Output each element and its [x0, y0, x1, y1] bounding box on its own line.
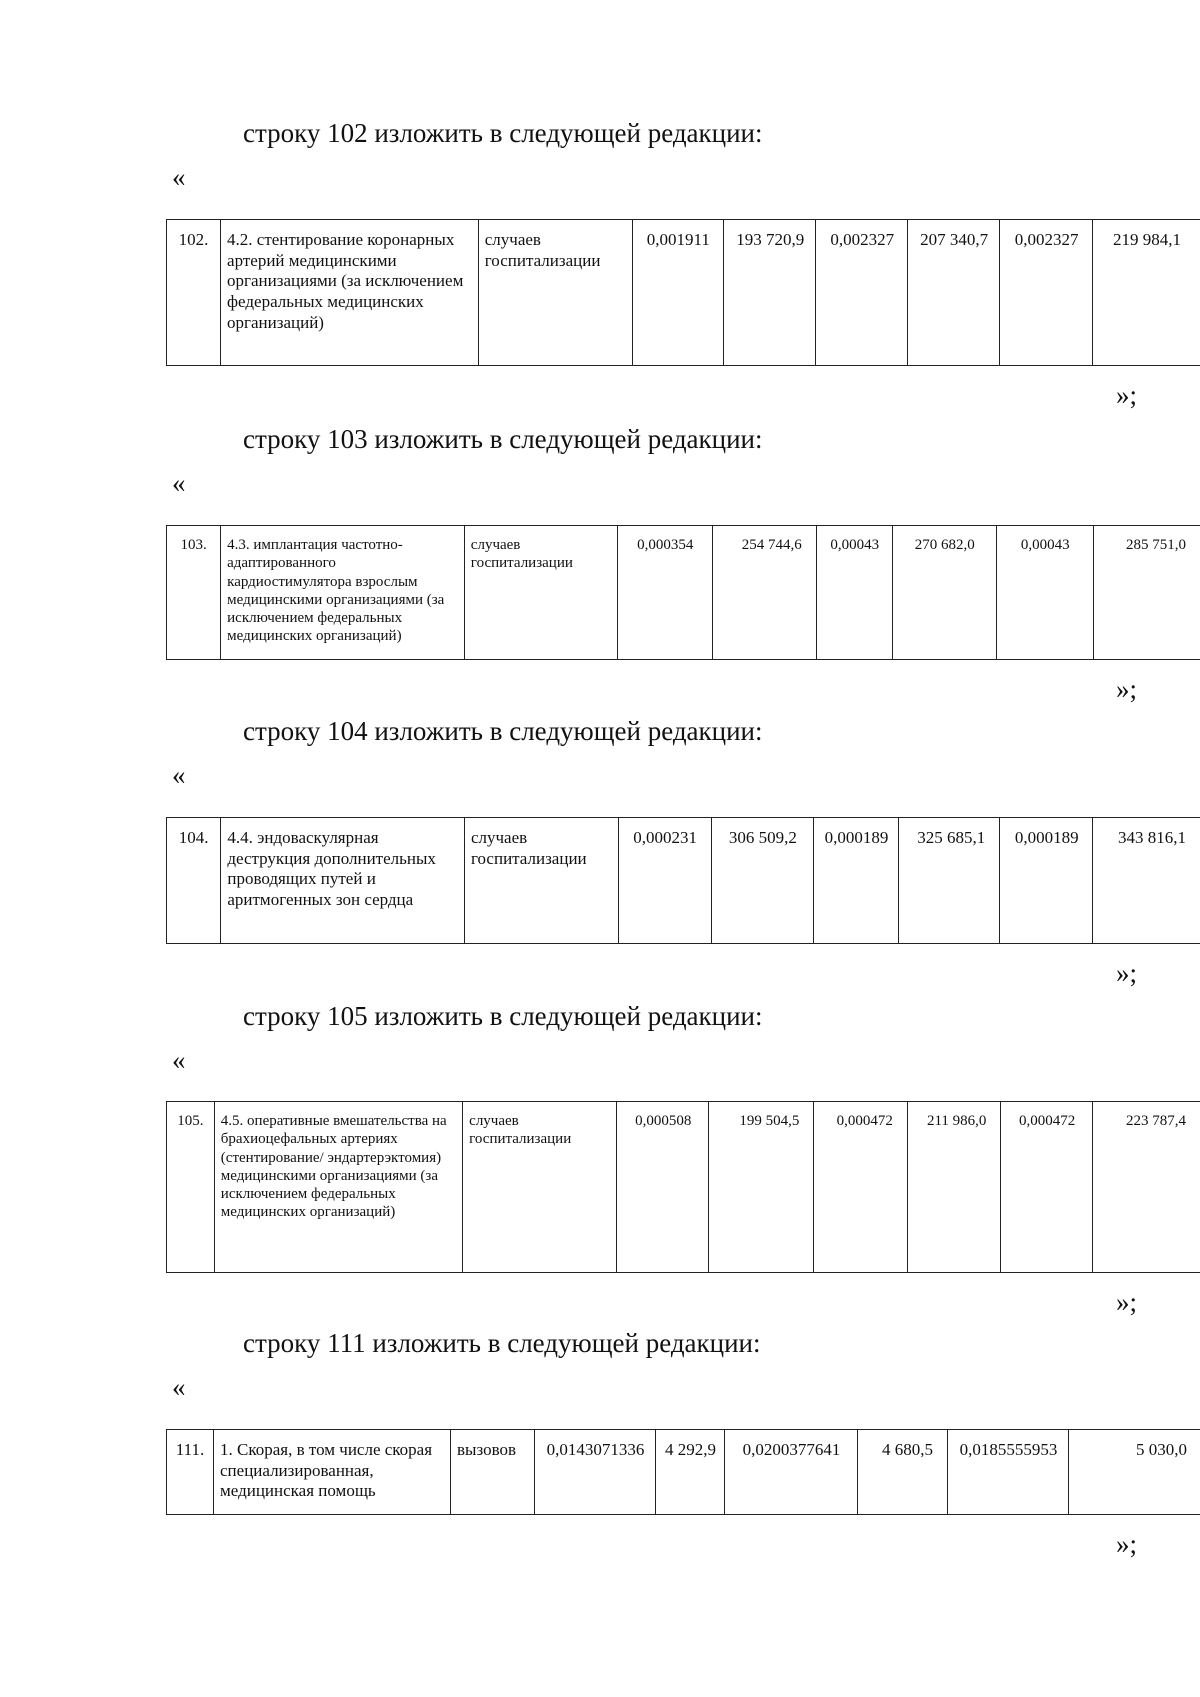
closing-quote: »; — [1116, 674, 1138, 704]
value-cell: 0,0200377641 — [725, 1430, 858, 1515]
row-name: 4.3. имплантация частотно-адаптированного кардиостимулятора взрослым медицинскими организациями (за исключением федеральных медицинских организаций) — [221, 526, 465, 660]
section-heading: строку 102 изложить в следующей редакции: — [243, 118, 763, 148]
row-name: 4.2. стентирование коронарных артерий медицинскими организациями (за исключением федеральных медицинских организаций) — [221, 220, 479, 366]
row-unit: случаев госпитализации — [464, 526, 617, 660]
value-cell: 0,000354 — [617, 526, 712, 660]
opening-quote: « — [172, 162, 186, 192]
closing-quote: »; — [1116, 1287, 1138, 1317]
table-row — [167, 526, 1200, 660]
value-cell: 0,000472 — [1001, 1102, 1092, 1273]
section-heading: строку 103 изложить в следующей редакции: — [243, 424, 763, 454]
value-cell: 343 816,1 — [1093, 818, 1200, 944]
row-table-111 — [166, 1429, 1200, 1515]
value-cell: 0,001911 — [632, 220, 723, 366]
value-cell: 285 751,0 — [1093, 526, 1200, 660]
value-cell: 219 984,1 — [1092, 220, 1200, 366]
row-number: 102. — [167, 220, 221, 366]
value-cell: 0,000189 — [1000, 818, 1093, 944]
opening-quote: « — [172, 1045, 186, 1075]
value-cell: 306 509,2 — [711, 818, 813, 944]
value-cell: 254 744,6 — [712, 526, 816, 660]
row-number: 103. — [167, 526, 221, 660]
row-unit: случаев госпитализации — [463, 1102, 617, 1273]
section-heading: строку 104 изложить в следующей редакции: — [243, 716, 763, 746]
value-cell: 0,0185555953 — [948, 1430, 1069, 1515]
opening-quote: « — [172, 1372, 186, 1402]
row-unit: случаев госпитализации — [478, 220, 632, 366]
row-name: 4.5. оперативные вмешательства на брахиоцефальных артериях (стентирование/ эндартерэктомия) медицинскими организациями (за исключением федеральных медицинских организаций) — [214, 1102, 462, 1273]
value-cell: 270 682,0 — [892, 526, 996, 660]
value-cell: 207 340,7 — [907, 220, 999, 366]
section-heading: строку 105 изложить в следующей редакции: — [243, 1001, 763, 1031]
row-number: 104. — [167, 818, 221, 944]
value-cell: 4 680,5 — [858, 1430, 948, 1515]
value-cell: 193 720,9 — [723, 220, 815, 366]
closing-quote: »; — [1116, 380, 1138, 410]
row-name: 1. Скорая, в том числе скорая специализированная, медицинская помощь — [214, 1430, 451, 1515]
table-row — [167, 220, 1200, 366]
row-number: 111. — [167, 1430, 214, 1515]
value-cell: 211 986,0 — [907, 1102, 1001, 1273]
value-cell: 0,00043 — [816, 526, 892, 660]
table-row — [167, 1430, 1200, 1515]
closing-quote: »; — [1116, 958, 1138, 988]
value-cell: 5 030,0 — [1069, 1430, 1200, 1515]
opening-quote: « — [172, 468, 186, 498]
value-cell: 0,00043 — [996, 526, 1093, 660]
row-table-103 — [166, 525, 1200, 660]
section-heading: строку 111 изложить в следующей редакции: — [243, 1328, 761, 1358]
row-unit: случаев госпитализации — [464, 818, 618, 944]
opening-quote: « — [172, 760, 186, 790]
row-number: 105. — [167, 1102, 215, 1273]
table-row — [167, 818, 1200, 944]
value-cell: 0,002327 — [816, 220, 907, 366]
row-name: 4.4. эндоваскулярная деструкция дополнительных проводящих путей и аритмогенных зон сердца — [221, 818, 465, 944]
value-cell: 0,0143071336 — [535, 1430, 656, 1515]
row-unit: вызовов — [451, 1430, 535, 1515]
row-table-104 — [166, 817, 1200, 944]
value-cell: 4 292,9 — [656, 1430, 725, 1515]
row-table-102 — [166, 219, 1200, 366]
value-cell: 0,000231 — [618, 818, 711, 944]
closing-quote: »; — [1116, 1529, 1138, 1559]
value-cell: 0,000472 — [814, 1102, 908, 1273]
value-cell: 199 504,5 — [709, 1102, 814, 1273]
value-cell: 0,000189 — [814, 818, 899, 944]
value-cell: 0,002327 — [1000, 220, 1092, 366]
table-row — [167, 1102, 1200, 1273]
value-cell: 325 685,1 — [898, 818, 999, 944]
value-cell: 223 787,4 — [1092, 1102, 1200, 1273]
value-cell: 0,000508 — [616, 1102, 708, 1273]
row-table-105 — [166, 1101, 1200, 1273]
